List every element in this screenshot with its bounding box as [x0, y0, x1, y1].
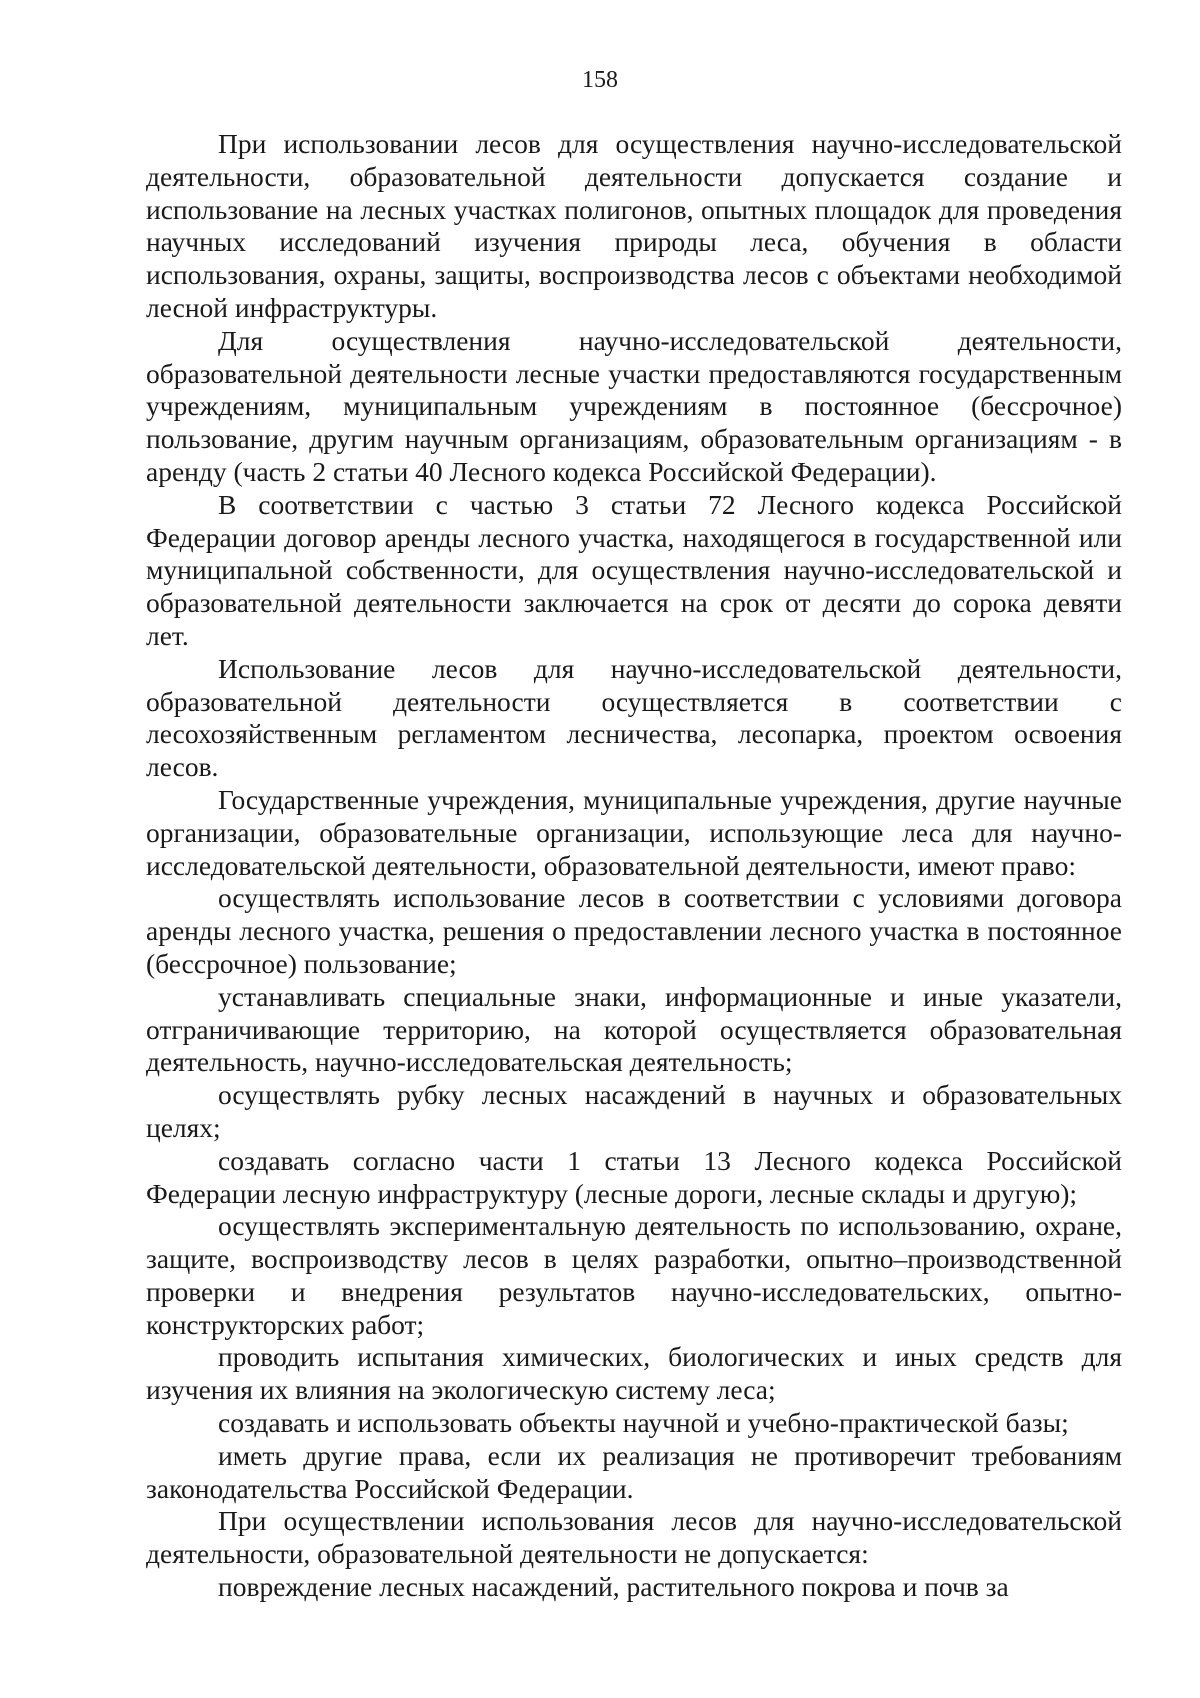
list-item: осуществлять использование лесов в соответствии с условиями договора аренды лесного участка, решения о предоставлении лесного участка в постоянное (бессрочное) пользование; [146, 882, 1122, 979]
list-item: создавать и использовать объекты научной и учебно-практической базы; [218, 1407, 1069, 1439]
paragraph: При осуществлении использования лесов для научно-исследовательской деятельности, образовательной деятельности не допускается: [146, 1505, 1122, 1570]
paragraph: Для осуществления научно-исследовательской деятельности, образовательной деятельности лесные участки предоставляются государственным учреждениям, муниципальным учреждениям в постоянное (бессрочное) пользование, другим научным организациям, образовательным организациям - в аренду (часть 2 статьи 40 Лесного кодекса Российской Федерации). [146, 324, 1122, 487]
document-body [146, 128, 1122, 1604]
list-item: проводить испытания химических, биологических и иных средств для изучения их влияния на экологическую систему леса; [146, 1341, 1122, 1406]
paragraph: Государственные учреждения, муниципальные учреждения, другие научные организации, образовательные организации, использующие леса для научно-исследовательской деятельности, образовательной деятельности, имеют право: [146, 783, 1122, 881]
list-item: иметь другие права, если их реализация не противоречит требованиям законодательства Российской Федерации. [146, 1439, 1122, 1504]
list-item: устанавливать специальные знаки, информационные и иные указатели, отграничивающие территорию, на которой осуществляется образовательная деятельность, научно-исследовательская деятельность; [146, 980, 1122, 1078]
paragraph: При использовании лесов для осуществления научно-исследовательской деятельности, образовательной деятельности допускается создание и использование на лесных участках полигонов, опытных площадок для проведения научных исследований изучения природы леса, обучения в области использования, охраны, защиты, воспроизводства лесов с объектами необходимой лесной инфраструктуры. [146, 128, 1122, 323]
page-number: 158 [582, 67, 618, 93]
list-item: повреждение лесных насаждений, растительного покрова и почв за [218, 1571, 1009, 1603]
list-item: осуществлять рубку лесных насаждений в научных и образовательных целях; [146, 1079, 1122, 1143]
list-item: создавать согласно части 1 статьи 13 Лесного кодекса Российской Федерации лесную инфраструктуру (лесные дороги, лесные склады и другую); [146, 1144, 1122, 1209]
paragraph: В соответствии с частью 3 статьи 72 Лесного кодекса Российской Федерации договор аренды лесного участка, находящегося в государственной или муниципальной собственности, для осуществления научно-исследовательской и образовательной деятельности заключается на срок от десяти до сорока девяти лет. [146, 488, 1122, 651]
paragraph: Использование лесов для научно-исследовательской деятельности, образовательной деятельности осуществляется в соответствии с лесохозяйственным регламентом лесничества, лесопарка, проектом освоения лесов. [146, 652, 1122, 783]
list-item: осуществлять экспериментальную деятельность по использованию, охране, защите, воспроизводству лесов в целях разработки, опытно–производственной проверки и внедрения результатов научно-исследовательских, опытно-конструкторских работ; [146, 1210, 1122, 1340]
